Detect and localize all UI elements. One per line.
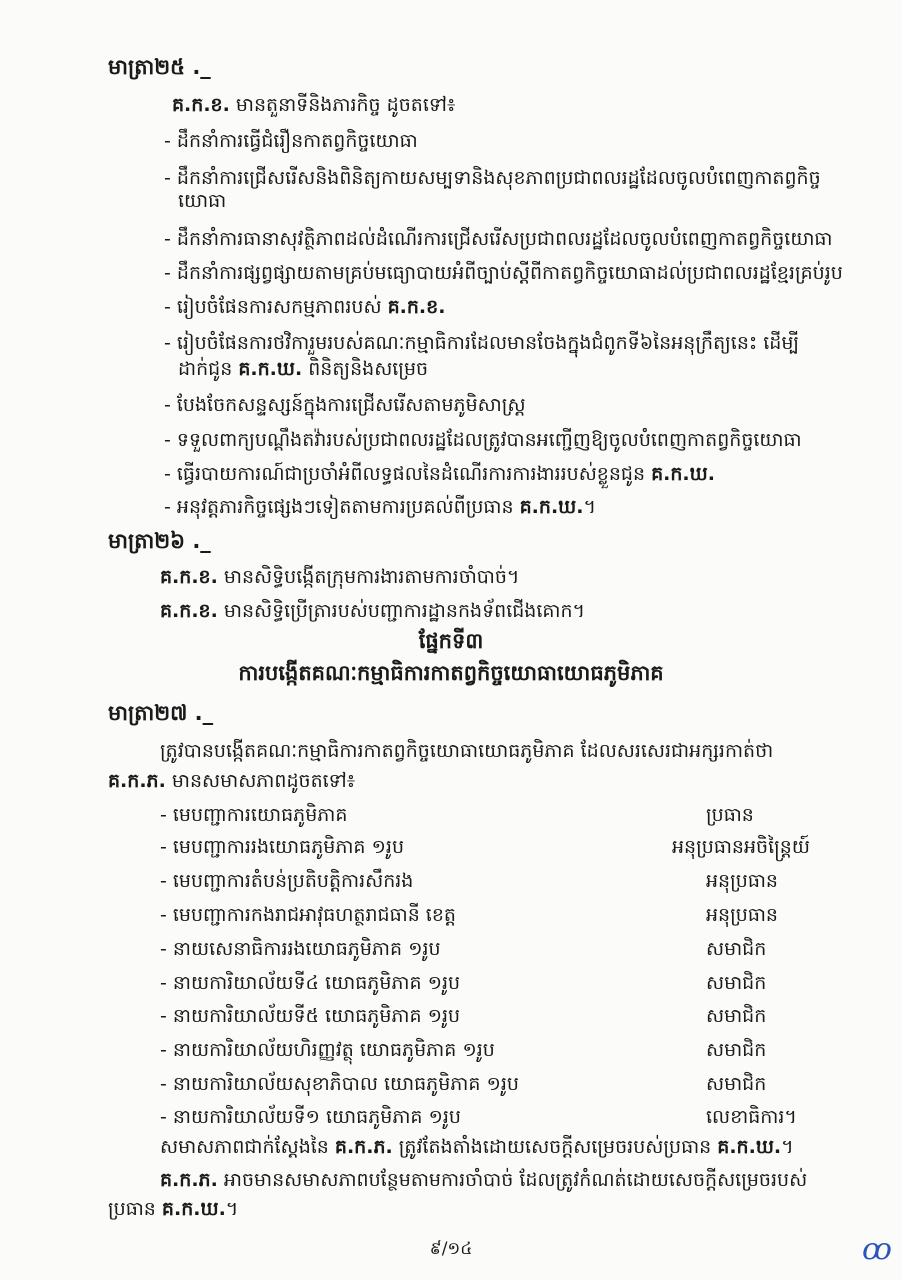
duty-item: - ដឹកនាំការជ្រើសរើសនិងពិនិត្យកាយសម្បទានិងសុខភាពប្រជាពលរដ្ឋដែលចូលបំពេញកាតព្វកិច្ច [164, 167, 821, 189]
closing-para-cont [108, 1196, 238, 1222]
article-27-heading: មាត្រា២៧ ._ [108, 701, 214, 725]
member-name: - មេបញ្ជាការយោធភូមិភាគ [160, 804, 348, 826]
closing-para [160, 1167, 807, 1193]
duty-item: - រៀបចំផែនការថវិការួមរបស់គណៈកម្មាធិការដែលមានចែងក្នុងជំពូកទី៦នៃអនុក្រឹត្យនេះ ដើម្បី [164, 332, 800, 354]
duty-text: - រៀបចំផែនការសកម្មភាពរបស់ [164, 296, 388, 318]
abbrev-gkk: គ.ក.ខ. [172, 94, 230, 116]
member-role: សមាជិក [706, 972, 767, 994]
member-name: - មេបញ្ជាការរងយោធភូមិភាគ ១រូប [160, 836, 405, 858]
abbrev-gkkh: គ.ក.ឃ. [717, 1136, 782, 1158]
para-text: ។ [225, 1198, 239, 1220]
member-role: សមាជិក [706, 1039, 767, 1061]
para-text: ត្រូវតែងតាំងដោយសេចក្តីសម្រេចរបស់ប្រធាន [392, 1136, 718, 1158]
intro-text: មានសមាសភាពដូចតទៅ៖ [165, 770, 356, 792]
member-role: លេខាធិការ។ [706, 1106, 797, 1128]
member-name: - មេបញ្ជាការតំបន់ប្រតិបត្តិការសឹករង [160, 870, 414, 892]
page-number: ៩/១៤ [429, 1239, 473, 1259]
duty-item: - ដឹកនាំការធានាសុវត្ថិភាពដល់ដំណើរការជ្រើសរើសប្រជាពលរដ្ឋដែលចូលបំពេញកាតព្វកិច្ចយោធា [164, 228, 833, 250]
member-role: សមាជិក [706, 1073, 767, 1095]
part-3-title: ផ្នែកទី៣ [418, 629, 484, 653]
member-role: អនុប្រធាន [706, 904, 778, 926]
duty-item [164, 461, 715, 487]
duty-item [164, 494, 596, 520]
duty-item-continuation [178, 356, 428, 382]
article-26-heading: មាត្រា២៦ ._ [108, 529, 211, 553]
para-text: អាចមានសមាសភាពបន្ថែមតាមការចាំបាច់ ដែលត្រូវកំណត់ដោយសេចក្តីសម្រេចរបស់ [217, 1169, 808, 1191]
duty-text: - ធ្វើរបាយការណ៍ជាប្រចាំអំពីលទ្ធផលនៃដំណើរការការងាររបស់ខ្លួនជូន [164, 463, 652, 485]
duty-item: - ទទួលពាក្យបណ្តឹងតវ៉ារបស់ប្រជាពលរដ្ឋដែលត្រូវបានអញ្ជើញឱ្យចូលបំពេញកាតព្វកិច្ចយោធា [164, 429, 802, 451]
abbrev-gkkh: គ.ក.ឃ. [238, 358, 303, 380]
abbrev-gkk: គ.ក.ខ. [160, 566, 218, 588]
abbrev-gkkh: គ.ក.ឃ. [161, 1198, 226, 1220]
duty-item-continuation: យោធា [178, 190, 227, 212]
abbrev-gkk: គ.ក.ខ. [387, 296, 446, 318]
duty-item: - ដឹកនាំការធ្វើជំរឿនកាតព្វកិច្ចយោធា [164, 130, 418, 152]
member-role: អនុប្រធាន [706, 870, 778, 892]
article-26-para [160, 564, 519, 590]
member-name: - នាយការិយាល័យទី៤ យោធភូមិភាគ ១រូប [160, 972, 461, 994]
member-name: - នាយសេនាធិការរងយោធភូមិភាគ ១រូប [160, 938, 441, 960]
article-25-intro [172, 92, 455, 118]
member-role: អនុប្រធានអចិន្ត្រៃយ៍ [672, 836, 810, 858]
para-text: ប្រធាន [108, 1198, 162, 1220]
duty-item [164, 294, 445, 320]
abbrev-gkp: គ.ក.ភ. [334, 1136, 393, 1158]
article-25-heading: មាត្រា២៥ ._ [108, 55, 211, 79]
member-role: សមាជិក [706, 938, 767, 960]
abbrev-gkp: គ.ក.ភ. [160, 1169, 218, 1191]
duty-text: ពិនិត្យនិងសម្រេច [302, 358, 429, 380]
para-text: មានសិទ្ធិប្រើត្រារបស់បញ្ជាការដ្ឋានកងទ័ពជើងគោក។ [217, 600, 586, 622]
article-27-intro: ត្រូវបានបង្កើតគណៈកម្មាធិការកាតព្វកិច្ចយោធាយោធភូមិភាគ ដែលសរសេរជាអក្សរកាត់ថា [160, 740, 774, 762]
abbrev-gkkh: គ.ក.ឃ. [651, 463, 715, 485]
para-text: ។ [781, 1136, 794, 1158]
member-role: ប្រធាន [706, 804, 754, 826]
closing-para [160, 1134, 794, 1160]
duty-text: ។ [583, 496, 597, 518]
abbrev-gkk: គ.ក.ខ. [160, 600, 218, 622]
member-role: សមាជិក [706, 1005, 767, 1027]
member-name: - នាយការិយាល័យទី១ យោធភូមិភាគ ១រូប [160, 1106, 461, 1128]
article-27-intro-cont [108, 768, 355, 794]
intro-text: មានតួនាទីនិងភារកិច្ច ដូចតទៅ៖ [229, 94, 456, 116]
part-3-subtitle: ការបង្កើតគណៈកម្មាធិការកាតព្វកិច្ចយោធាយោធភូមិភាគ [238, 661, 664, 685]
duty-item: - ដឹកនាំការផ្សព្វផ្សាយតាមគ្រប់មធ្យោបាយអំពីច្បាប់ស្តីពីកាតព្វកិច្ចយោធាដល់ប្រជាពលរដ្ឋខ្មែរគ្រប់រូប [164, 262, 843, 284]
abbrev-gkkh: គ.ក.ឃ. [519, 496, 584, 518]
duty-item: - បែងចែកសន្ទស្សន៍ក្នុងការជ្រើសរើសតាមភូមិសាស្ត្រ [164, 394, 526, 416]
duty-text: - អនុវត្តភារកិច្ចផ្សេងៗទៀតតាមការប្រគល់ពីប្រធាន [164, 496, 520, 518]
article-26-para [160, 598, 585, 624]
member-name: - នាយការិយាល័យទី៥ យោធភូមិភាគ ១រូប [160, 1005, 461, 1027]
abbrev-gkp: គ.ក.ភ. [108, 770, 166, 792]
member-name: - មេបញ្ជាការកងរាជអាវុធហត្ថរាជធានី ខេត្ត [160, 904, 456, 926]
member-name: - នាយការិយាល័យហិរញ្ញវត្ថុ យោធភូមិភាគ ១រូប [160, 1039, 495, 1061]
para-text: មានសិទ្ធិបង្កើតក្រុមការងារតាមការចាំបាច់។ [217, 566, 520, 588]
member-name: - នាយការិយាល័យសុខាភិបាល យោធភូមិភាគ ១រូប [160, 1073, 519, 1095]
duty-text: ដាក់ជូន [178, 358, 239, 380]
para-text: សមាសភាពជាក់ស្តែងនៃ [160, 1136, 335, 1158]
handwritten-initial-icon: ꝏ [862, 1232, 892, 1267]
